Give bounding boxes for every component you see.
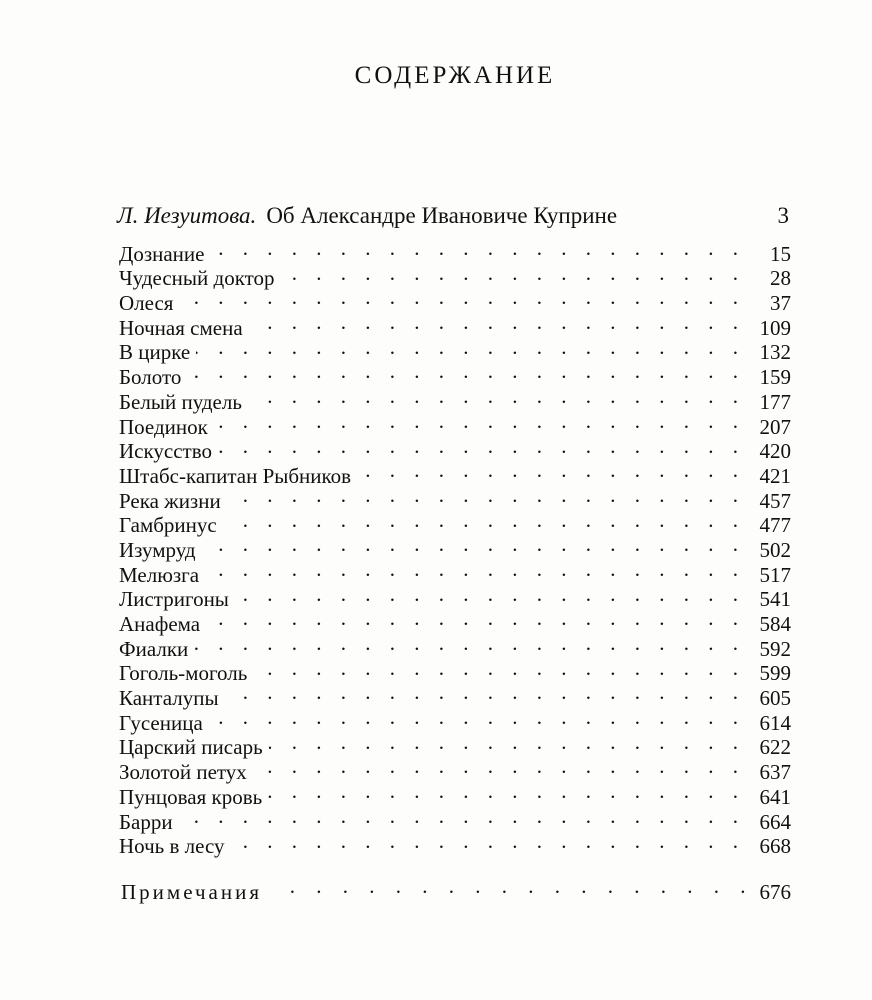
toc-entry bbox=[119, 508, 791, 538]
toc-entry-page: 622 bbox=[759, 735, 791, 760]
toc-entry-title: Река жизни bbox=[119, 488, 221, 513]
toc-entry-page: 207 bbox=[759, 414, 791, 439]
toc-entry-title: Гоголь-моголь bbox=[119, 661, 248, 686]
dot-leader bbox=[210, 236, 745, 261]
toc-entry bbox=[119, 656, 791, 686]
page-title: СОДЕРЖАНИЕ bbox=[354, 62, 556, 89]
toc-entry-page: 457 bbox=[759, 488, 791, 513]
toc-entry-page: 517 bbox=[759, 562, 791, 587]
dot-leader bbox=[281, 261, 745, 286]
toc-entry-title: Листригоны bbox=[119, 587, 229, 612]
toc-entry-title: Белый пудель bbox=[119, 389, 242, 414]
toc-entry-page: 641 bbox=[759, 784, 791, 809]
toc-entry-page: 605 bbox=[759, 686, 791, 711]
dot-leader bbox=[249, 310, 745, 335]
toc-entry-page: 592 bbox=[759, 636, 791, 661]
toc-entry-title: Гусеница bbox=[119, 710, 203, 735]
toc-entry bbox=[119, 532, 791, 562]
intro-author: Л. Иезуитова. bbox=[117, 203, 257, 228]
toc-entry-title: Поединок bbox=[119, 414, 208, 439]
toc-entry-title: Штабс-капитан Рыбников bbox=[119, 463, 352, 488]
notes-page: 676 bbox=[759, 880, 791, 904]
dot-leader bbox=[227, 483, 745, 508]
notes-entry bbox=[121, 873, 791, 905]
toc-entry-page: 109 bbox=[759, 315, 791, 340]
toc-entry bbox=[119, 434, 791, 464]
dot-leader bbox=[357, 458, 745, 483]
toc-entry-page: 541 bbox=[759, 587, 791, 612]
toc-entry-page: 584 bbox=[759, 612, 791, 636]
toc-entry-title: Искусство bbox=[119, 439, 212, 464]
dot-leader bbox=[206, 606, 745, 631]
toc-entry-title: Мелюзга bbox=[119, 562, 200, 587]
toc-entry-title: Золотой петух bbox=[119, 760, 247, 785]
toc-entry-title: Барри bbox=[119, 809, 173, 834]
table-of-contents bbox=[119, 236, 791, 859]
toc-entry bbox=[119, 804, 791, 834]
toc-entry-page: 599 bbox=[759, 661, 791, 686]
toc-entry bbox=[119, 310, 791, 340]
toc-entry-page: 477 bbox=[759, 513, 791, 538]
toc-entry-page: 159 bbox=[759, 365, 791, 390]
dot-leader bbox=[194, 631, 745, 656]
toc-entry-title: Дознание bbox=[119, 241, 205, 266]
toc-entry-title: Фиалки bbox=[119, 636, 189, 661]
toc-entry bbox=[119, 409, 791, 439]
toc-entry-title: Изумруд bbox=[119, 537, 196, 562]
toc-entry-page: 664 bbox=[759, 809, 791, 834]
toc-entry bbox=[119, 557, 791, 587]
toc-entry-page: 668 bbox=[759, 834, 791, 859]
toc-entry bbox=[119, 582, 791, 612]
toc-entry bbox=[119, 606, 791, 636]
toc-entry bbox=[119, 829, 791, 859]
toc-entry-title: Анафема bbox=[119, 612, 201, 636]
toc-entry-page: 132 bbox=[759, 340, 791, 365]
notes-title: Примечания bbox=[121, 880, 263, 904]
intro-entry bbox=[117, 201, 795, 231]
toc-entry bbox=[119, 730, 791, 760]
toc-entry-page: 614 bbox=[759, 710, 791, 735]
dot-leader bbox=[235, 582, 745, 607]
toc-entry-title: Ночная смена bbox=[119, 315, 243, 340]
toc-entry-page: 637 bbox=[759, 760, 791, 785]
dot-leader bbox=[196, 335, 745, 360]
dot-leader bbox=[214, 409, 745, 434]
toc-entry-page: 421 bbox=[759, 463, 791, 488]
toc-entry bbox=[119, 779, 791, 809]
dot-leader bbox=[218, 434, 745, 459]
toc-entry bbox=[119, 285, 791, 316]
dot-leader bbox=[179, 804, 745, 829]
toc-entry-page: 37 bbox=[770, 291, 791, 316]
toc-entry bbox=[119, 384, 791, 414]
toc-entry-title: Ночь в лесу bbox=[119, 834, 225, 859]
toc-entry-title: Гамбринус bbox=[119, 513, 217, 538]
dot-leader bbox=[253, 754, 745, 779]
dot-leader bbox=[202, 532, 745, 557]
toc-entry-title: Пунцовая кровь bbox=[119, 784, 263, 809]
toc-entry bbox=[119, 236, 791, 266]
toc-entry-title: Царский писарь bbox=[119, 735, 263, 760]
toc-entry bbox=[119, 359, 791, 390]
toc-entry-title: Олеся bbox=[119, 291, 174, 316]
toc-entry bbox=[119, 631, 791, 661]
toc-entry bbox=[119, 261, 791, 291]
intro-page-number: 3 bbox=[777, 203, 789, 228]
dot-leader bbox=[205, 557, 745, 582]
dot-leader bbox=[253, 656, 745, 681]
toc-entry-page: 15 bbox=[770, 241, 791, 266]
toc-entry-page: 420 bbox=[759, 439, 791, 464]
toc-entry bbox=[119, 705, 791, 735]
toc-entry bbox=[119, 754, 791, 785]
toc-entry bbox=[119, 483, 791, 513]
toc-entry bbox=[119, 680, 791, 711]
toc-entry-page: 502 bbox=[759, 537, 791, 562]
dot-leader bbox=[248, 384, 745, 409]
toc-entry-page: 177 bbox=[759, 389, 791, 414]
toc-entry bbox=[119, 458, 791, 488]
dot-leader bbox=[223, 508, 745, 533]
dot-leader bbox=[187, 359, 745, 384]
toc-entry-title: Болото bbox=[119, 365, 182, 390]
dot-leader bbox=[231, 829, 745, 854]
dot-leader bbox=[269, 730, 745, 755]
dot-leader bbox=[179, 285, 745, 310]
dot-leader bbox=[209, 705, 745, 730]
toc-entry bbox=[119, 335, 791, 365]
dot-leader bbox=[270, 873, 753, 899]
toc-entry-title: Канталупы bbox=[119, 686, 219, 711]
toc-entry-page: 28 bbox=[770, 266, 791, 291]
toc-entry-title: В цирке bbox=[119, 340, 191, 365]
toc-entry-title: Чудесный доктор bbox=[119, 266, 275, 291]
dot-leader bbox=[225, 680, 745, 705]
dot-leader bbox=[268, 779, 745, 804]
intro-title: Об Александре Ивановиче Куприне bbox=[266, 203, 618, 228]
